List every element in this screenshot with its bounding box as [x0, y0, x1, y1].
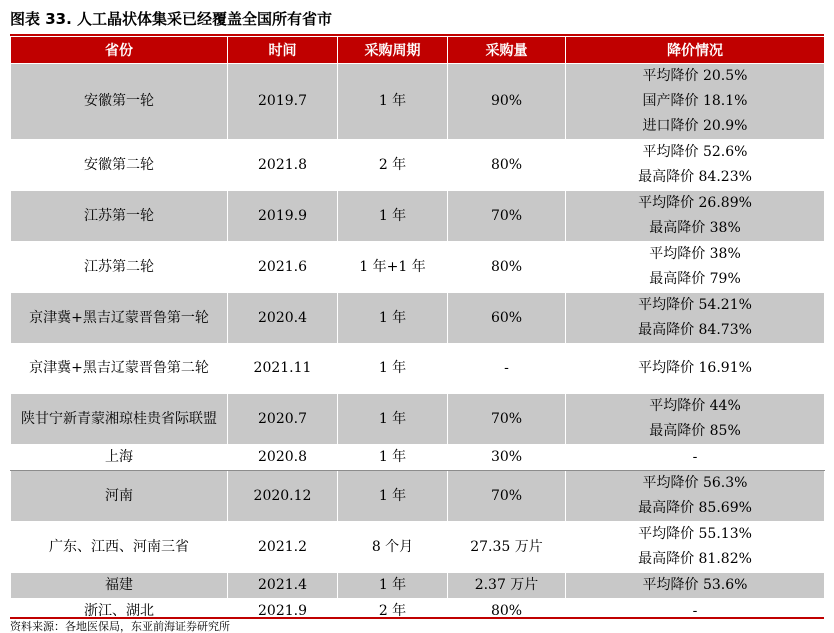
price-line: 平均降价 16.91%	[638, 360, 752, 376]
price-line: 平均降价 56.3%	[642, 475, 748, 491]
price-line: 进口降价 20.9%	[642, 118, 748, 134]
cell-volume: 70%	[448, 471, 566, 522]
cell-province: 安徽第一轮	[11, 64, 228, 140]
cell-period: 1 年	[338, 445, 448, 471]
price-line: 最高降价 38%	[649, 220, 741, 236]
cell-period: 2 年	[338, 140, 448, 191]
price-line: 平均降价 26.89%	[638, 195, 752, 211]
cell-price-cut	[566, 344, 825, 394]
table-row	[11, 293, 825, 344]
cell-time: 2020.7	[228, 394, 338, 445]
cell-volume: 80%	[448, 599, 566, 625]
cell-price-cut	[566, 522, 825, 573]
cell-price-cut	[566, 445, 825, 471]
cell-province: 安徽第二轮	[11, 140, 228, 191]
header-time: 时间	[228, 37, 338, 64]
cell-province: 陕甘宁新青蒙湘琼桂贵省际联盟	[11, 394, 228, 445]
price-line: 最高降价 84.73%	[638, 322, 752, 338]
cell-time: 2020.4	[228, 293, 338, 344]
cell-time: 2019.7	[228, 64, 338, 140]
cell-time: 2021.8	[228, 140, 338, 191]
table-row	[11, 522, 825, 573]
cell-time: 2021.4	[228, 573, 338, 599]
cell-time: 2021.2	[228, 522, 338, 573]
cell-price-cut	[566, 140, 825, 191]
cell-time: 2020.12	[228, 471, 338, 522]
cell-province: 江苏第二轮	[11, 242, 228, 293]
figure-title: 图表 33. 人工晶状体集采已经覆盖全国所有省市	[10, 10, 333, 28]
header-province: 省份	[11, 37, 228, 64]
price-line: -	[692, 603, 698, 619]
price-line: 平均降价 38%	[649, 246, 741, 262]
cell-price-cut	[566, 394, 825, 445]
cell-volume: 80%	[448, 140, 566, 191]
table-row	[11, 573, 825, 599]
price-line: 最高降价 81.82%	[638, 551, 752, 567]
price-line: 最高降价 85.69%	[638, 500, 752, 516]
price-line: 国产降价 18.1%	[642, 93, 748, 109]
cell-time: 2020.8	[228, 445, 338, 471]
cell-volume: 60%	[448, 293, 566, 344]
table-row	[11, 242, 825, 293]
cell-price-cut	[566, 64, 825, 140]
cell-period: 8 个月	[338, 522, 448, 573]
price-line: 平均降价 20.5%	[642, 68, 748, 84]
price-line: 平均降价 53.6%	[642, 577, 748, 593]
cell-volume: 70%	[448, 191, 566, 242]
cell-volume: 27.35 万片	[448, 522, 566, 573]
cell-time: 2019.9	[228, 191, 338, 242]
cell-volume: 30%	[448, 445, 566, 471]
cell-period: 2 年	[338, 599, 448, 625]
cell-period: 1 年+1 年	[338, 242, 448, 293]
cell-price-cut	[566, 293, 825, 344]
cell-province: 福建	[11, 573, 228, 599]
table-row	[11, 344, 825, 394]
cell-period: 1 年	[338, 293, 448, 344]
table-row	[11, 64, 825, 140]
table-row	[11, 191, 825, 242]
cell-period: 1 年	[338, 191, 448, 242]
cell-period: 1 年	[338, 344, 448, 394]
cell-province: 京津冀+黑吉辽蒙晋鲁第二轮	[11, 344, 228, 394]
cell-time: 2021.6	[228, 242, 338, 293]
cell-time: 2021.9	[228, 599, 338, 625]
cell-price-cut	[566, 471, 825, 522]
cell-province: 江苏第一轮	[11, 191, 228, 242]
cell-period: 1 年	[338, 64, 448, 140]
price-line: 平均降价 55.13%	[638, 526, 752, 542]
cell-province: 浙江、湖北	[11, 599, 228, 625]
price-line: 平均降价 44%	[649, 398, 741, 414]
cell-volume: 70%	[448, 394, 566, 445]
cell-volume: 2.37 万片	[448, 573, 566, 599]
header-price-cut: 降价情况	[566, 37, 825, 64]
price-line: -	[692, 449, 698, 465]
table-header-row	[11, 37, 825, 64]
price-line: 最高降价 79%	[649, 271, 741, 287]
cell-period: 1 年	[338, 573, 448, 599]
price-line: 平均降价 52.6%	[642, 144, 748, 160]
price-line: 平均降价 54.21%	[638, 297, 752, 313]
cell-volume: -	[448, 344, 566, 394]
cell-volume: 80%	[448, 242, 566, 293]
header-period: 采购周期	[338, 37, 448, 64]
price-line: 最高降价 85%	[649, 423, 741, 439]
table-row	[11, 394, 825, 445]
cell-province: 河南	[11, 471, 228, 522]
cell-time: 2021.11	[228, 344, 338, 394]
price-line: 最高降价 84.23%	[638, 169, 752, 185]
cell-province: 广东、江西、河南三省	[11, 522, 228, 573]
cell-period: 1 年	[338, 471, 448, 522]
cell-price-cut	[566, 242, 825, 293]
cell-volume: 90%	[448, 64, 566, 140]
table-row	[11, 140, 825, 191]
header-volume: 采购量	[448, 37, 566, 64]
cell-province: 京津冀+黑吉辽蒙晋鲁第一轮	[11, 293, 228, 344]
cell-price-cut	[566, 573, 825, 599]
cell-price-cut	[566, 191, 825, 242]
procurement-table	[10, 36, 825, 625]
cell-province: 上海	[11, 445, 228, 471]
table-row	[11, 445, 825, 471]
cell-period: 1 年	[338, 394, 448, 445]
table-row	[11, 471, 825, 522]
source-note: 资料来源：各地医保局，东亚前海证券研究所	[10, 617, 824, 633]
